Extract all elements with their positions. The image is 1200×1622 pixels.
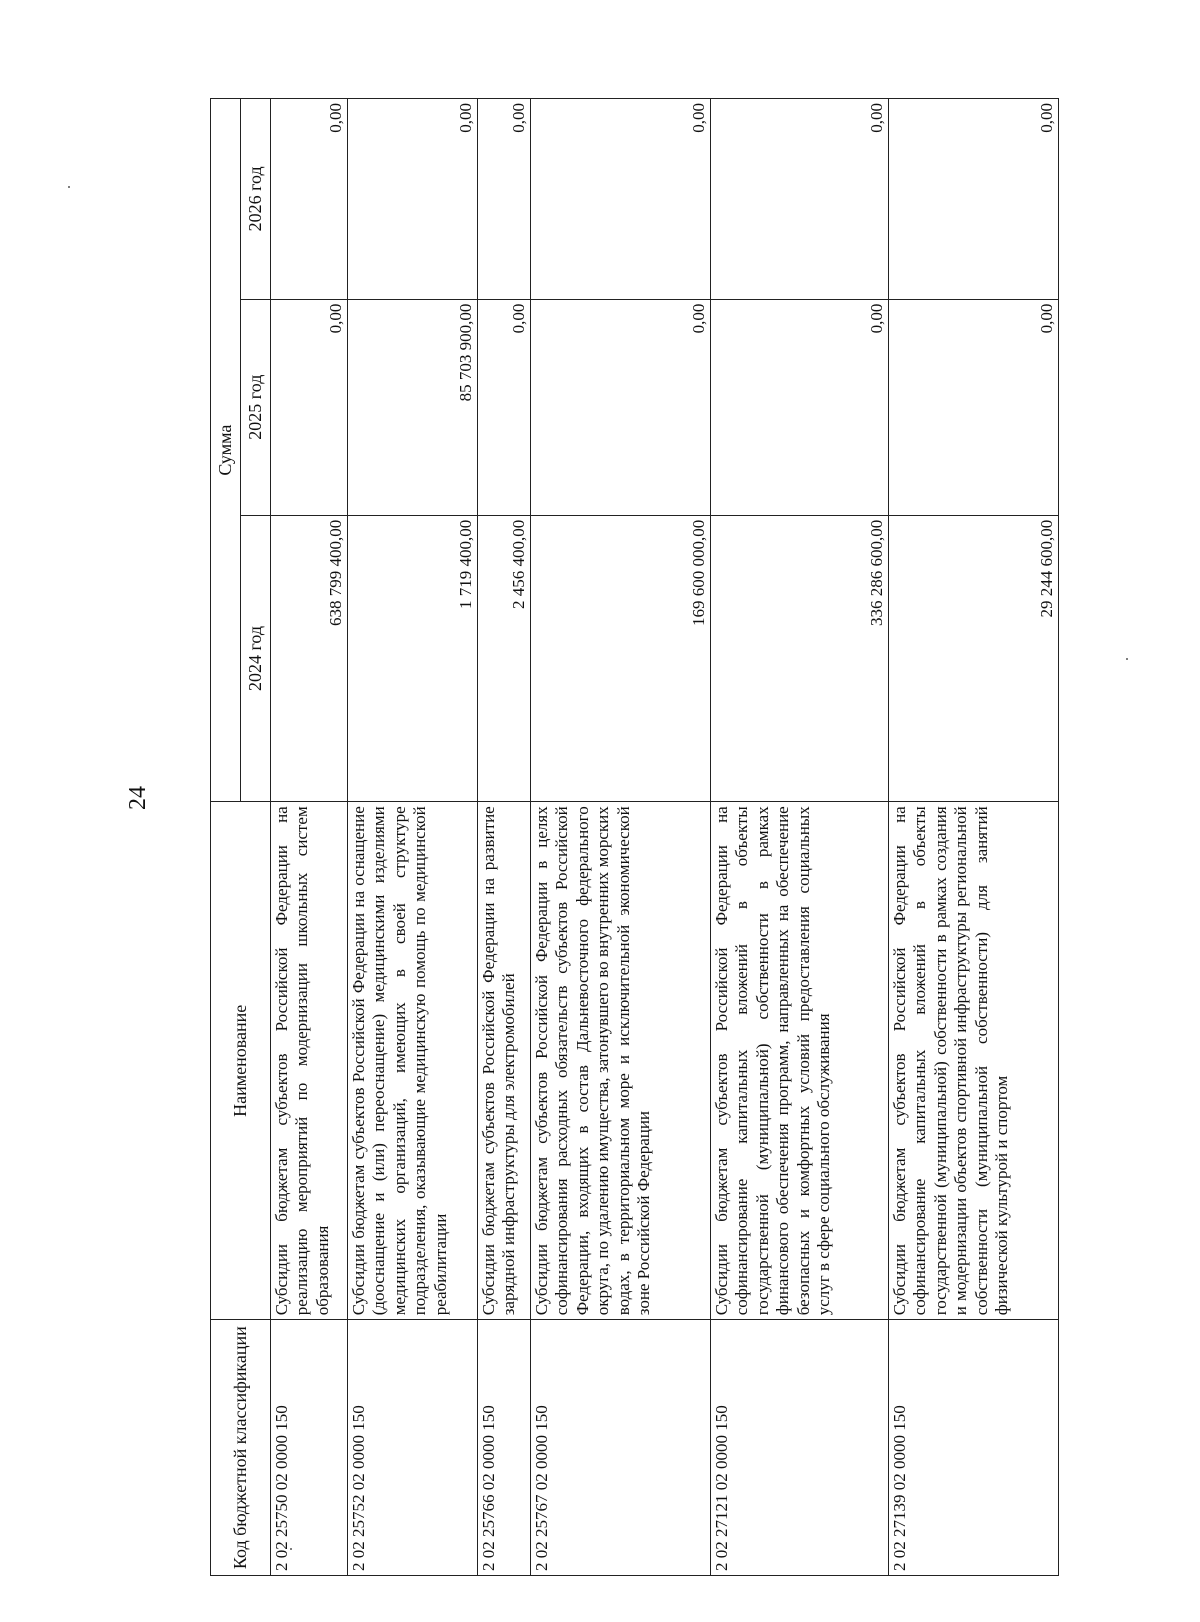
scan-speck	[68, 186, 70, 188]
row-amount-2024: 638 799 400,00	[271, 515, 348, 802]
row-amount-2026: 0,00	[271, 99, 348, 300]
row-code: 2 02 27121 02 0000 150	[711, 1320, 889, 1576]
page-number: 24	[125, 786, 151, 810]
row-amount-2026: 0,00	[889, 99, 1059, 300]
row-amount-2026: 0,00	[478, 99, 531, 300]
row-amount-2025: 85 703 900,00	[348, 299, 478, 515]
row-name: Субсидии бюджетам субъектов Российской Федерации на софинансирование капитальных вложений в объекты государственной (муниципальной) собственности в рамках финансового обеспечения программ, направленных на обеспечение безопасных и комфортных условий предоставления социальных услуг в сфере социального обслуживания	[711, 802, 889, 1320]
table-row	[478, 99, 531, 1576]
row-name: Субсидии бюджетам субъектов Российской Федерации на реализацию мероприятий по модернизации школьных систем образования	[271, 802, 348, 1320]
header-year-2024: 2024 год	[241, 515, 271, 802]
row-amount-2024: 1 719 400,00	[348, 515, 478, 802]
scan-speck	[1126, 658, 1128, 660]
row-amount-2026: 0,00	[711, 99, 889, 300]
row-code: 2 02 27139 02 0000 150	[889, 1320, 1059, 1576]
header-year-2025: 2025 год	[241, 299, 271, 515]
row-amount-2026: 0,00	[531, 99, 711, 300]
table-row	[889, 99, 1059, 1576]
table-row	[271, 99, 348, 1576]
row-amount-2026: 0,00	[348, 99, 478, 300]
row-amount-2024: 29 244 600,00	[889, 515, 1059, 802]
rotated-table-container	[210, 98, 1056, 1576]
row-amount-2025: 0,00	[478, 299, 531, 515]
row-name: Субсидии бюджетам субъектов Российской Федерации в целях софинансирования расходных обязательств субъектов Российской Федерации, входящих в состав Дальневосточного федерального округа, по удалению имущества, затонувшего во внутренних морских водах, в территориальном море и исключительной экономической зоне Российской Федерации	[531, 802, 711, 1320]
row-code: 2 02 25750 02 0000 150	[271, 1320, 348, 1576]
row-code: 2 02 25766 02 0000 150	[478, 1320, 531, 1576]
row-name: Субсидии бюджетам субъектов Российской Федерации на софинансирование капитальных вложений в объекты государственной (муниципальной) собственности в рамках создания и модернизации объектов спортивной инфраструктуры региональной собственности (муниципальной собственности) для занятий физической культурой и спортом	[889, 802, 1059, 1320]
row-code: 2 02 25767 02 0000 150	[531, 1320, 711, 1576]
row-amount-2024: 169 600 000,00	[531, 515, 711, 802]
header-name: Наименование	[211, 802, 271, 1320]
row-amount-2025: 0,00	[889, 299, 1059, 515]
row-amount-2024: 2 456 400,00	[478, 515, 531, 802]
budget-table	[210, 98, 1059, 1576]
row-amount-2025: 0,00	[531, 299, 711, 515]
table-row	[348, 99, 478, 1576]
row-amount-2025: 0,00	[271, 299, 348, 515]
row-name: Субсидии бюджетам субъектов Российской Федерации на развитие зарядной инфраструктуры для электромобилей	[478, 802, 531, 1320]
table-row	[711, 99, 889, 1576]
row-amount-2025: 0,00	[711, 299, 889, 515]
row-code: 2 02 25752 02 0000 150	[348, 1320, 478, 1576]
row-amount-2024: 336 286 600,00	[711, 515, 889, 802]
header-code: Код бюджетной классификации	[211, 1320, 271, 1576]
row-name: Субсидии бюджетам субъектов Российской Федерации на оснащение (дооснащение и (или) переоснащение) медицинскими изделиями медицинских организаций, имеющих в своей структуре подразделения, оказывающие медицинскую помощь по медицинской реабилитации	[348, 802, 478, 1320]
header-sum: Сумма	[211, 99, 241, 802]
header-year-2026: 2026 год	[241, 99, 271, 300]
table-row	[531, 99, 711, 1576]
